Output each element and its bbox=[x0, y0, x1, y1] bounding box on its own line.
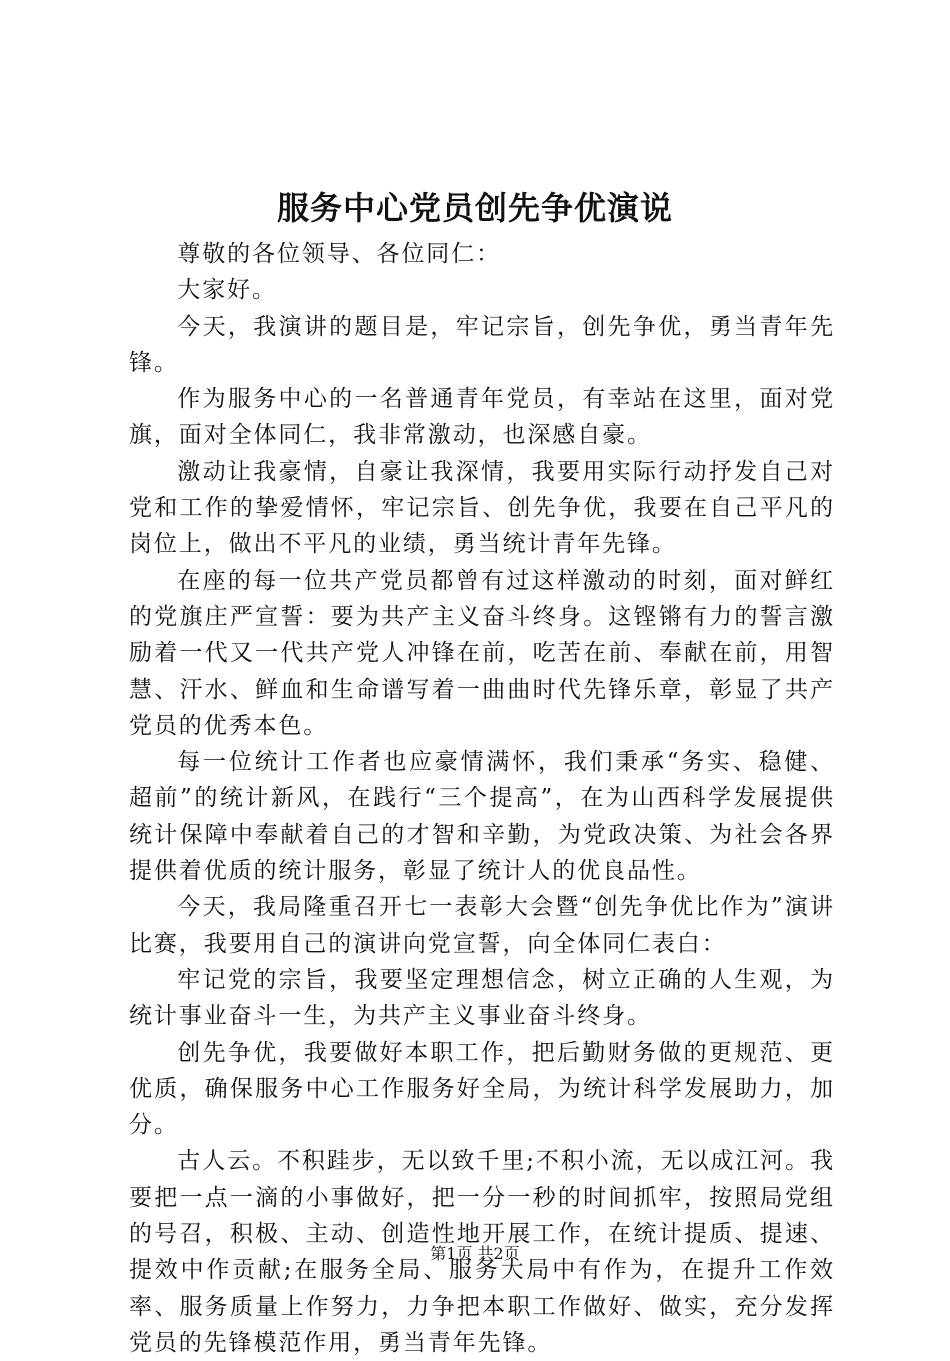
paragraph: 作为服务中心的一名普通青年党员，有幸站在这里，面对党旗，面对全体同仁，我非常激动，也深感自豪。 bbox=[129, 386, 835, 449]
paragraph: 古人云。不积跬步，无以致千里;不积小流，无以成江河。我要把一点一滴的小事做好，把一分一秒的时间抓牢，按照局党组的号召，积极、主动、创造性地开展工作，在统计提质、提速、提效中作贡献;在服务全局、服务大局中有作为，在提升工作效率、服务质量上作努力，力争把本职工作做好、做实，充分发挥党员的先锋模范作用，勇当青年先锋。 bbox=[129, 1148, 835, 1356]
paragraph-salutation: 尊敬的各位领导、各位同仁： bbox=[177, 241, 501, 267]
paragraph: 今天，我局隆重召开七一表彰大会暨“创先争优比作为”演讲比赛，我要用自己的演讲向党宣誓，向全体同仁表白： bbox=[129, 894, 835, 957]
paragraph: 创先争优，我要做好本职工作，把后勤财务做的更规范、更优质，确保服务中心工作服务好全局，为统计科学发展助力，加分。 bbox=[129, 1039, 835, 1139]
paragraph-greeting: 大家好。 bbox=[177, 277, 277, 304]
document-title: 服务中心党员创先争优演说 bbox=[276, 189, 673, 227]
page-footer: 第1页 共2页 bbox=[430, 1244, 520, 1263]
paragraph: 牢记党的宗旨，我要坚定理想信念，树立正确的人生观，为统计事业奋斗一生，为共产主义事业奋斗终身。 bbox=[129, 966, 835, 1030]
paragraph: 每一位统计工作者也应豪情满怀，我们秉承“务实、稳健、超前”的统计新风，在践行“三个提高”，在为山西科学发展提供统计保障中奉献着自己的才智和辛勤，为党政决策、为社会各界提供着优质的统计服务，彰显了统计人的优良品性。 bbox=[129, 749, 835, 885]
paragraph: 激动让我豪情，自豪让我深情，我要用实际行动抒发自己对党和工作的挚爱情怀，牢记宗旨、创先争优，我要在自己平凡的岗位上，做出不平凡的业绩，勇当统计青年先锋。 bbox=[129, 458, 835, 558]
document-body bbox=[129, 236, 835, 1361]
paragraph: 在座的每一位共产党员都曾有过这样激动的时刻，面对鲜红的党旗庄严宣誓：要为共产主义奋斗终身。这铿锵有力的誓言激励着一代又一代共产党人冲锋在前，吃苦在前、奉献在前，用智慧、汗水、鲜血和生命谱写着一曲曲时代先锋乐章，彰显了共产党员的优秀本色。 bbox=[129, 567, 835, 739]
paragraph: 今天，我演讲的题目是，牢记宗旨，创先争优，勇当青年先锋。 bbox=[129, 313, 835, 376]
